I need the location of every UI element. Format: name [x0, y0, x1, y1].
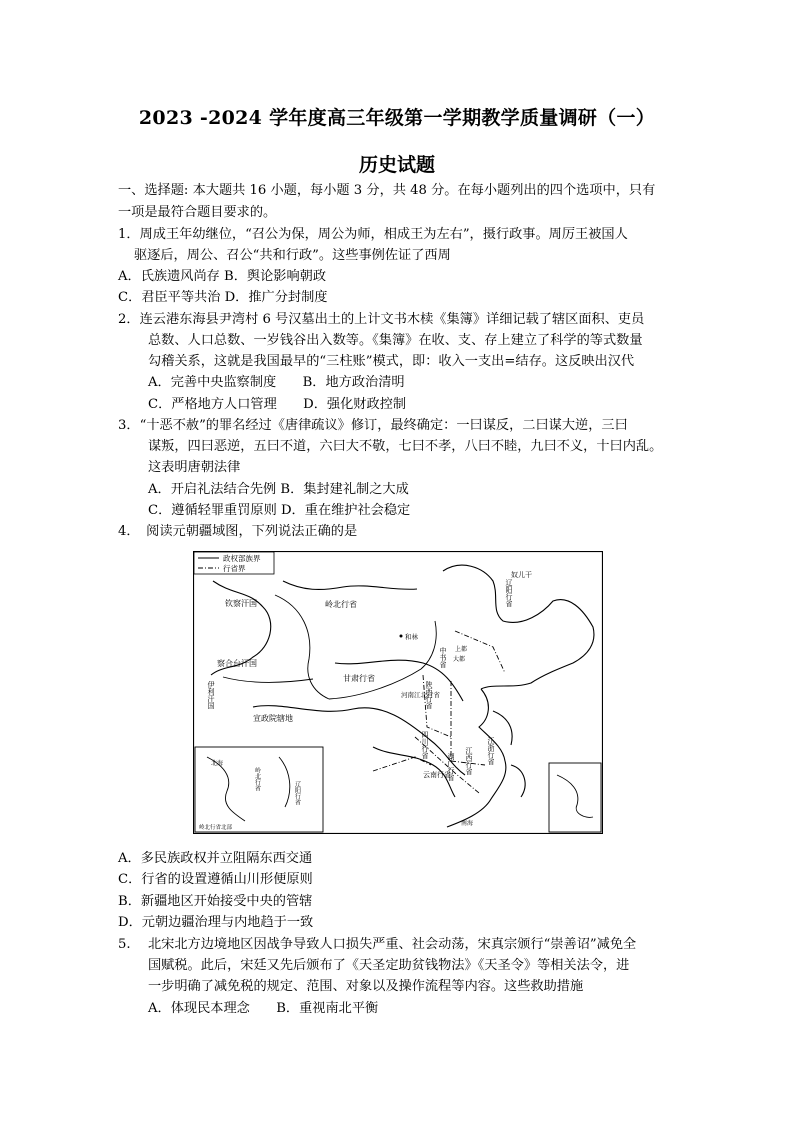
label-inset-north-caption: 岭北行省北部 [199, 825, 233, 831]
question-4-stem: 4． 阅读元朝疆域图，下列说法正确的是 [118, 524, 358, 539]
question-1-stem-line2: 驱逐后，周公、召公“共和行政”。这些事例佐证了西周 [134, 248, 451, 263]
question-3-options-cd: C．遵循轻罪重罚原则 D．重在维护社会稳定 [148, 503, 411, 518]
label-henan: 河南江北行省 [401, 691, 440, 699]
question-2-stem-line1: 2．连云港东海县尹湾村 6 号汉墓出土的上计文书木椟《集簿》详细记载了辖区面积、吏员 [118, 312, 645, 327]
question-3-options-ab: A．开启礼法结合先例 B．集封建礼制之大成 [148, 482, 409, 497]
label-sichuan: 四川行省 [421, 731, 429, 759]
label-huguang: 湖广行省 [447, 753, 455, 781]
label-nuergan: 奴儿干 [511, 571, 532, 579]
label-dadu: 大都 [453, 656, 466, 663]
label-xuanzheng: 宣政院辖地 [253, 714, 293, 723]
label-jiangxi: 江西行省 [465, 747, 473, 775]
label-chagatai: 察合台汗国 [217, 659, 257, 668]
section-instructions-line1: 一、选择题: 本大题共 16 小题，每小题 3 分，共 48 分。在每小题列出的四个选项中，只有 [118, 183, 656, 198]
question-4-option-c: C．行省的设置遵循山川形便原则 [118, 872, 313, 887]
question-5-stem-line1: 5. 北宋北方边境地区因战争导致人口损失严重、社会动荡，宋真宗颁行“崇善诏”减免全 [118, 937, 637, 952]
yuan-dynasty-map [193, 551, 603, 834]
label-jiangzhe: 江浙行省 [487, 737, 495, 765]
map-legend [194, 552, 274, 574]
exam-subtitle: 历史试题 [358, 154, 435, 176]
question-5-options-ab: A．体现民本理念 B．重视南北平衡 [148, 1001, 379, 1016]
exam-title: 2023 -2024 学年度高三年级第一学期教学质量调研（一） [138, 107, 656, 129]
label-inset-liaoyang: 辽阳行省 [293, 781, 301, 805]
label-hela: 和林 [405, 633, 418, 641]
question-3-stem-line1: 3．“十恶不赦”的罪名经过《唐律疏议》修订，最终确定：一曰谋反，二曰谋大逆，三曰 [118, 418, 628, 433]
legend-province-label: 行省界 [223, 564, 246, 573]
question-4-option-b: B．新疆地区开始接受中央的管辖 [118, 894, 313, 909]
label-yunnan: 云南行省 [423, 771, 451, 779]
question-1-stem-line1: 1．周成王年幼继位，“召公为保，周公为师，相成王为左右”，摄行政事。周厉王被国人 [118, 227, 628, 242]
label-shaanxi: 陕西行省 [425, 681, 433, 709]
question-2-options-cd: C．严格地方人口管理 D．强化财政控制 [148, 397, 407, 412]
label-qincha: 钦察汗国 [225, 599, 257, 608]
label-inset-north-sea: 北海 [211, 760, 224, 767]
label-shangdu: 上都 [455, 646, 468, 653]
label-inset-lingbei: 岭北行省 [253, 767, 261, 791]
question-5-stem-line2: 国赋税。此后，宋廷又先后颁布了《天圣定助贫钱物法》《天圣令》等相关法令，进 [148, 958, 630, 973]
question-2-stem-line3: 勾稽关系，这就是我国最早的“三柱账”模式，即：收入一支出=结存。这反映出汉代 [148, 354, 635, 369]
question-2-stem-line2: 总数、人口总数、一岁钱谷出入数等。《集簿》在收、支、存上建立了科学的等式数量 [148, 333, 643, 348]
question-5-stem-line3: 一步明确了减免税的规定、范围、对象以及操作流程等内容。这些救助措施 [148, 979, 584, 994]
question-1-options-cd: C．君臣平等共治 D．推广分封制度 [118, 290, 328, 305]
label-yili: 伊利汗国 [207, 681, 215, 709]
legend-regime-label: 政权部族界 [223, 554, 261, 563]
section-instructions-line2: 一项是最符合题目要求的。 [118, 205, 277, 220]
label-zhongshu: 中书省 [439, 647, 447, 668]
question-1-options-ab: A．氏族遗风尚存 B．舆论影响朝政 [118, 269, 327, 284]
label-inset-south-caption: 南海 [461, 820, 474, 827]
label-liaoyang: 辽阳行省 [505, 579, 513, 607]
question-2-options-ab: A．完善中央监察制度 B．地方政治清明 [148, 375, 405, 390]
hela-marker [400, 635, 403, 638]
inset-south-sea-map [549, 763, 601, 832]
question-4-option-a: A．多民族政权并立阻隔东西交通 [118, 851, 313, 866]
question-3-stem-line2: 谋叛，四曰恶逆，五曰不道，六曰大不敬，七曰不孝，八曰不睦，九曰不义，十曰内乱。 [148, 439, 663, 454]
label-gansu: 甘肃行省 [343, 674, 375, 683]
question-3-stem-line3: 这表明唐朝法律 [148, 460, 241, 475]
question-4-option-d: D．元朝边疆治理与内地趋于一致 [118, 915, 314, 930]
label-lingbei: 岭北行省 [325, 600, 357, 609]
